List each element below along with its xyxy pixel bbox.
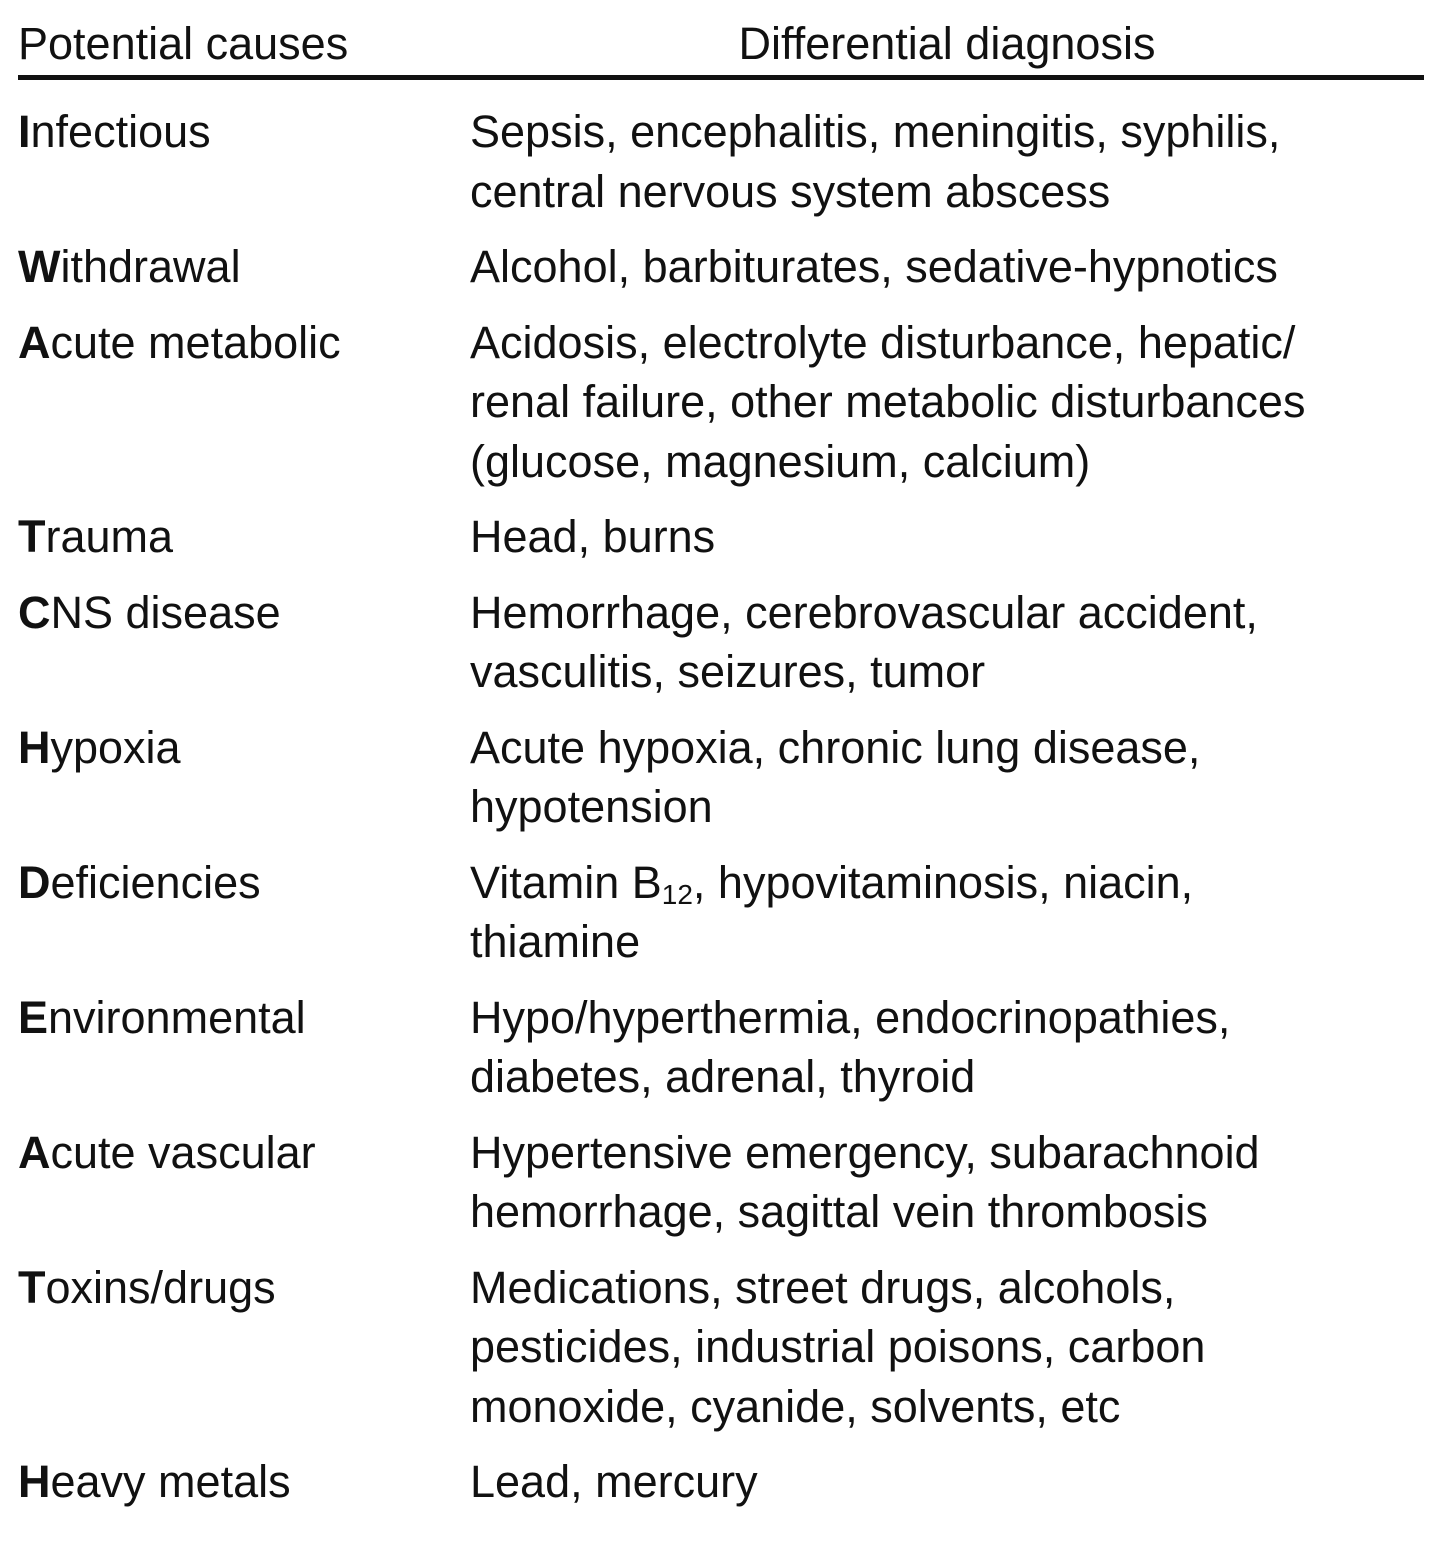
diagnosis-cell xyxy=(470,1452,1424,1512)
table-row-withdrawal xyxy=(18,221,1424,297)
diagnosis-line: Hypertensive emergency, subarachnoid xyxy=(470,1126,1260,1178)
cause-cell xyxy=(18,1452,470,1512)
header-potential-causes: Potential causes xyxy=(18,18,349,69)
table-row-toxins-drugs xyxy=(18,1242,1424,1437)
cause-label: cute vascular xyxy=(50,1126,316,1178)
diagnosis-line: Sepsis, encephalitis, meningitis, syphilis, xyxy=(470,106,1281,157)
diagnosis-line: vasculitis, seizures, tumor xyxy=(470,646,986,697)
diagnosis-cell xyxy=(470,988,1424,1107)
table-body xyxy=(18,86,1424,1512)
cause-label: nvironmental xyxy=(48,991,306,1043)
cause-cell xyxy=(18,102,470,221)
table-row-acute-vascular xyxy=(18,1107,1424,1242)
mnemonic-initial: W xyxy=(18,241,61,292)
table-row-trauma xyxy=(18,491,1424,567)
diagnosis-cell xyxy=(470,313,1424,492)
diagnosis-line: pesticides, industrial poisons, carbon xyxy=(470,1321,1206,1372)
mnemonic-initial: C xyxy=(18,586,51,638)
cause-cell xyxy=(18,583,470,702)
diagnosis-line: renal failure, other metabolic disturbances xyxy=(470,376,1306,427)
cause-label: eavy metals xyxy=(50,1456,291,1507)
subscript-12: 12 xyxy=(661,878,693,910)
cause-cell xyxy=(18,718,470,837)
table-row-heavy-metals xyxy=(18,1436,1424,1512)
mnemonic-initial: A xyxy=(18,316,51,368)
diagnosis-cell xyxy=(470,1123,1424,1242)
cause-label: rauma xyxy=(45,511,174,562)
cause-label: NS disease xyxy=(50,586,281,638)
cause-label: ypoxia xyxy=(50,721,181,773)
diagnosis-line: Hemorrhage, cerebrovascular accident, xyxy=(470,586,1258,638)
table-row-acute-metabolic xyxy=(18,297,1424,492)
cause-label: cute metabolic xyxy=(50,316,341,368)
cause-cell xyxy=(18,1123,470,1242)
diagnosis-line: hemorrhage, sagittal vein thrombosis xyxy=(470,1186,1208,1237)
diagnosis-cell xyxy=(470,102,1424,221)
mnemonic-initial: D xyxy=(18,856,51,908)
diagnosis-line: hypotension xyxy=(470,781,713,832)
diagnosis-line xyxy=(470,853,1424,913)
table-row-infectious xyxy=(18,86,1424,221)
cause-label: eficiencies xyxy=(50,856,261,908)
diagnosis-line-rest: , hypovitaminosis, niacin, xyxy=(692,856,1194,908)
diagnosis-cell xyxy=(470,507,1424,567)
diagnosis-line: Lead, mercury xyxy=(470,1456,758,1507)
diagnosis-cell xyxy=(470,718,1424,837)
diagnosis-line: monoxide, cyanide, solvents, etc xyxy=(470,1380,1121,1432)
table-row-hypoxia xyxy=(18,702,1424,837)
cause-label: nfectious xyxy=(30,106,211,157)
table-row-deficiencies xyxy=(18,837,1424,972)
mnemonic-initial: E xyxy=(18,991,49,1043)
diagnosis-cell xyxy=(470,1258,1424,1437)
table-row-environmental xyxy=(18,972,1424,1107)
cause-cell xyxy=(18,507,470,567)
diagnosis-line: thiamine xyxy=(470,916,641,967)
diagnosis-line: Medications, street drugs, alcohols, xyxy=(470,1261,1176,1313)
table-row-cns-disease xyxy=(18,567,1424,702)
cause-label: ithdrawal xyxy=(60,241,241,292)
table-header xyxy=(18,0,1424,80)
mnemonic-initial: H xyxy=(18,1456,51,1507)
diagnosis-cell xyxy=(470,237,1424,297)
mnemonic-initial: T xyxy=(18,511,46,562)
diagnosis-line: Acute hypoxia, chronic lung disease, xyxy=(470,721,1201,773)
diagnosis-line: Alcohol, barbiturates, sedative-hypnotics xyxy=(470,241,1278,292)
cause-label: oxins/drugs xyxy=(45,1261,276,1313)
mnemonic-initial: T xyxy=(18,1261,46,1313)
diagnosis-cell xyxy=(470,583,1424,702)
mnemonic-initial: A xyxy=(18,1126,51,1178)
cause-cell xyxy=(18,237,470,297)
cause-cell xyxy=(18,988,470,1107)
cause-cell xyxy=(18,313,470,492)
diagnosis-line: Hypo/hyperthermia, endocrinopathies, xyxy=(470,991,1231,1043)
mnemonic-initial: H xyxy=(18,721,51,773)
diagnosis-line: Acidosis, electrolyte disturbance, hepatic/ xyxy=(470,316,1296,368)
cause-cell xyxy=(18,1258,470,1437)
vitamin-b-text: Vitamin B xyxy=(470,856,662,908)
header-differential-diagnosis: Differential diagnosis xyxy=(738,18,1156,69)
diagnosis-line: central nervous system abscess xyxy=(470,165,1111,217)
cause-cell xyxy=(18,853,470,972)
mnemonic-initial: I xyxy=(18,106,31,157)
diagnosis-line: Head, burns xyxy=(470,511,716,562)
diagnosis-line: diabetes, adrenal, thyroid xyxy=(470,1051,976,1102)
diagnosis-cell xyxy=(470,853,1424,972)
diagnosis-line: (glucose, magnesium, calcium) xyxy=(470,435,1091,487)
